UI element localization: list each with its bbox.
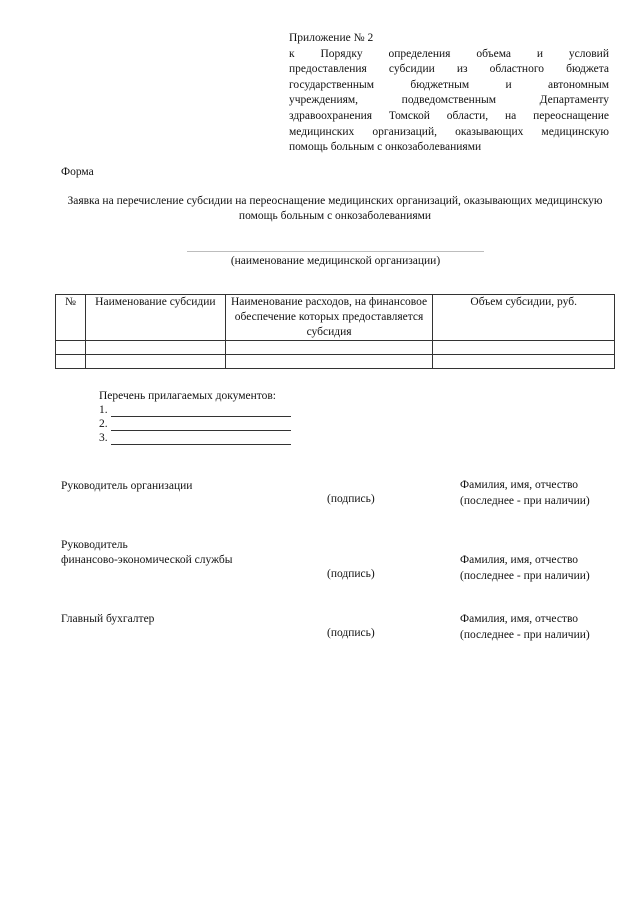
document-item [99, 417, 291, 431]
fio-note: (последнее - при наличии) [460, 569, 590, 582]
document-item [99, 431, 291, 445]
table-cell[interactable] [225, 341, 433, 355]
subsidy-table [55, 294, 615, 369]
signatory-title-line: Руководитель [61, 539, 128, 551]
column-header-subsidy-amount: Объем субсидии, руб. [433, 295, 615, 341]
document-title: Заявка на перечисление субсидии на переоснащение медицинских организаций, оказывающих медицинскую помощь больным с онкозаболеваниями [67, 195, 603, 222]
signatory-fio [460, 553, 590, 584]
appendix-line: здравоохранения Томской области, на переоснащение [289, 109, 609, 122]
signatory-title-line: финансово-экономической службы [61, 554, 233, 566]
signatory-title [61, 612, 154, 627]
fio-note: (последнее - при наличии) [460, 494, 590, 507]
document-item [99, 403, 291, 417]
table-row [56, 341, 615, 355]
document-number: 2. [99, 418, 108, 430]
signature-placeholder: (подпись) [327, 493, 375, 505]
signature-placeholder: (подпись) [327, 627, 375, 639]
fio-note: (последнее - при наличии) [460, 628, 590, 641]
signature-placeholder: (подпись) [327, 568, 375, 580]
signatory-fio [460, 612, 590, 643]
appendix-line: предоставления субсидии из областного бюджета [289, 63, 609, 76]
table-cell[interactable] [85, 355, 225, 369]
attached-documents [99, 389, 291, 445]
appendix-line: учреждениям, подведомственным Департаменту [289, 94, 609, 107]
appendix-line: помощь больным с онкозаболеваниями [289, 141, 482, 154]
appendix-line: медицинских организаций, оказывающих медицинскую [289, 125, 609, 138]
signatory-title [61, 538, 232, 568]
table-cell[interactable] [433, 341, 615, 355]
document-number: 3. [99, 432, 108, 444]
signatory-title-line: Руководитель организации [61, 480, 193, 492]
appendix-header [289, 31, 609, 156]
column-header-number: № [56, 295, 86, 341]
table-header-row [56, 295, 615, 341]
table-cell[interactable] [56, 355, 86, 369]
document-blank-line[interactable] [111, 419, 291, 431]
table-row [56, 355, 615, 369]
document-blank-line[interactable] [111, 433, 291, 445]
table-cell[interactable] [225, 355, 433, 369]
organization-name-line[interactable] [187, 251, 484, 252]
form-label: Форма [61, 166, 94, 178]
appendix-line: государственным бюджетным и автономным [289, 78, 609, 91]
document-number: 1. [99, 404, 108, 416]
column-header-subsidy-name: Наименование субсидии [85, 295, 225, 341]
column-header-expense-name: Наименование расходов, на финансовое обеспечение которых предоставляется субсидия [225, 295, 433, 341]
signatory-title-line: Главный бухгалтер [61, 613, 155, 625]
signatory-title [61, 479, 192, 494]
fio-label: Фамилия, имя, отчество [460, 554, 579, 566]
signatory-fio [460, 478, 590, 509]
fio-label: Фамилия, имя, отчество [460, 479, 579, 491]
appendix-title: Приложение № 2 [289, 32, 374, 44]
table-cell[interactable] [85, 341, 225, 355]
table-cell[interactable] [433, 355, 615, 369]
documents-heading: Перечень прилагаемых документов: [99, 390, 277, 402]
organization-name-caption: (наименование медицинской организации) [230, 255, 441, 267]
document-blank-line[interactable] [111, 405, 291, 417]
fio-label: Фамилия, имя, отчество [460, 613, 579, 625]
appendix-line: к Порядку определения объема и условий [289, 47, 609, 60]
table-cell[interactable] [56, 341, 86, 355]
